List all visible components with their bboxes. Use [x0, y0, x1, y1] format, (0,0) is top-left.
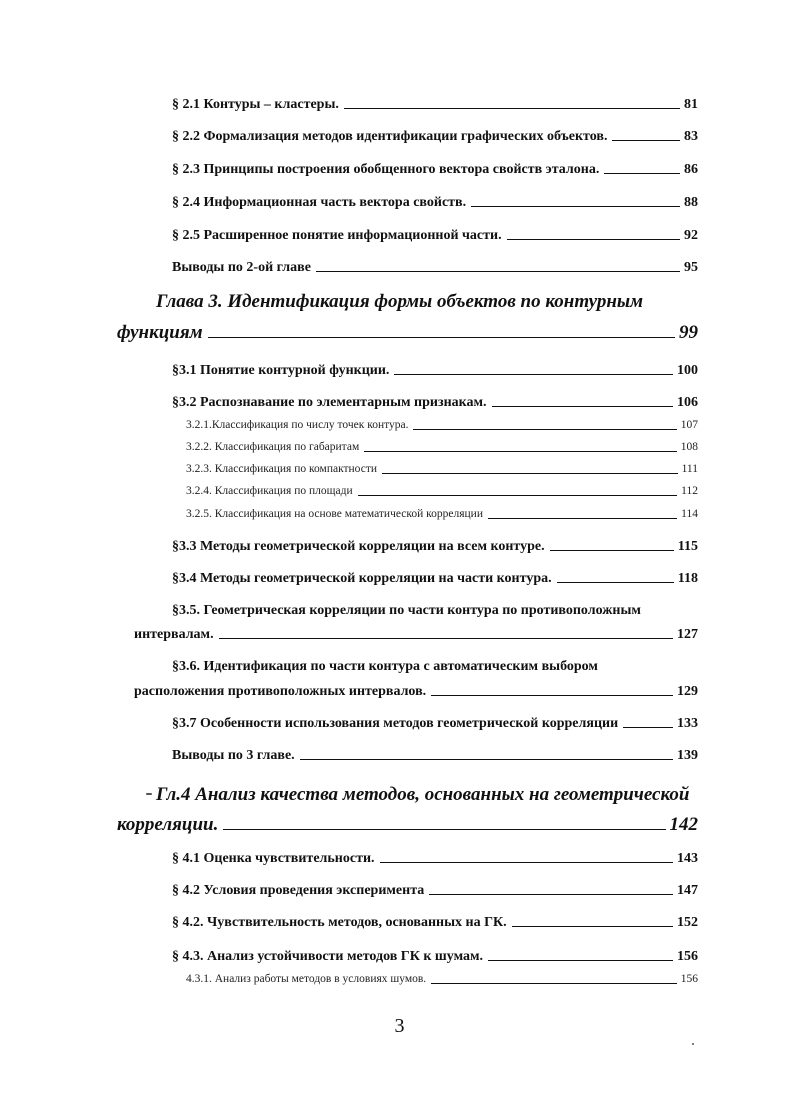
toc-leader — [358, 495, 678, 496]
toc-entry-3-2-4 — [186, 486, 698, 498]
toc-leader — [507, 239, 680, 240]
toc-entry-3-5-line1: §3.5. Геометрическая корреляции по части контура по противоположным — [172, 603, 641, 618]
toc-entry-3-1 — [172, 364, 698, 378]
toc-entry-2-5 — [172, 229, 698, 243]
toc-entry-title: 4.3.1. Анализ работы методов в условиях шумов. — [186, 973, 427, 985]
toc-entry-4-3-1 — [186, 974, 698, 986]
toc-leader — [316, 271, 680, 272]
toc-entry-2-2 — [172, 130, 698, 144]
toc-entry-2-3 — [172, 163, 698, 177]
toc-page-number: 142 — [669, 814, 698, 835]
toc-page-number: 81 — [684, 97, 698, 112]
toc-page-number: 111 — [681, 463, 698, 475]
toc-leader — [364, 451, 677, 452]
toc-page-number: 156 — [680, 973, 698, 985]
toc-entry-title: §3.3 Методы геометрической корреляции на всем контуре. — [172, 539, 545, 554]
toc-entry-title: Выводы по 2-ой главе — [172, 260, 311, 275]
toc-entry-3-7 — [172, 717, 698, 731]
toc-leader — [380, 862, 673, 863]
toc-page-number: 107 — [680, 419, 698, 431]
toc-page-number: 99 — [679, 322, 698, 343]
toc-entry-title: §3.4 Методы геометрической корреляции на части контура. — [172, 571, 552, 586]
toc-entry-3-2-5 — [186, 509, 698, 521]
toc-page-number: 115 — [677, 539, 698, 554]
toc-leader — [492, 406, 673, 407]
toc-entry-ch2-conclusions — [172, 261, 698, 275]
toc-entry-title: 3.2.2. Классификация по габаритам — [186, 441, 360, 453]
toc-entry-2-1 — [172, 98, 698, 112]
toc-page-number: 114 — [681, 508, 698, 520]
toc-page-number: 100 — [677, 363, 698, 378]
toc-entry-2-4 — [172, 196, 698, 210]
toc-entry-4-3 — [172, 950, 698, 964]
toc-page-number: 129 — [677, 684, 698, 699]
toc-leader — [219, 638, 673, 639]
chapter-4-heading-line1: Гл.4 Анализ качества методов, основанных на геометрической — [156, 784, 690, 805]
toc-page-number: 86 — [684, 162, 698, 177]
scan-speck — [146, 793, 152, 795]
toc-entry-4-2b — [172, 916, 698, 930]
toc-entry-title: §3.1 Понятие контурной функции. — [172, 363, 390, 378]
toc-entry-title: § 4.2 Условия проведения эксперимента — [172, 883, 425, 898]
toc-entry-title: § 4.2. Чувствительность методов, основанных на ГК. — [172, 915, 507, 930]
toc-leader — [208, 337, 675, 338]
toc-entry-title: §3.2 Распознавание по элементарным признакам. — [172, 395, 487, 410]
toc-leader — [612, 140, 680, 141]
toc-page-number: 108 — [680, 441, 698, 453]
toc-page-number: 118 — [677, 571, 698, 586]
toc-leader — [344, 108, 680, 109]
toc-page-number: 133 — [677, 716, 698, 731]
toc-entry-title: § 2.2 Формализация методов идентификации графических объектов. — [172, 129, 608, 144]
toc-entry-title: 3.2.1.Классификация по числу точек контура. — [186, 419, 409, 431]
toc-entry-3-2-2 — [186, 442, 698, 454]
chapter-3-heading-line1: Глава 3. Идентификация формы объектов по контурным — [156, 291, 644, 312]
toc-leader — [394, 374, 673, 375]
toc-page-number: 152 — [677, 915, 698, 930]
toc-entry-chapter-4 — [117, 815, 698, 834]
toc-entry-title: расположения противоположных интервалов. — [134, 684, 427, 699]
toc-leader — [471, 206, 680, 207]
toc-leader — [557, 582, 674, 583]
toc-entry-3-3 — [172, 540, 698, 554]
toc-entry-title: § 4.1 Оценка чувствительности. — [172, 851, 375, 866]
toc-leader — [604, 173, 680, 174]
toc-leader — [429, 894, 673, 895]
toc-entry-title: § 2.4 Информационная часть вектора свойств. — [172, 195, 467, 210]
toc-page-number: 127 — [677, 627, 698, 642]
toc-entry-title: § 4.3. Анализ устойчивости методов ГК к шумам. — [172, 949, 484, 964]
toc-leader — [550, 550, 674, 551]
toc-page-number: 95 — [684, 260, 698, 275]
toc-page-number: 92 — [684, 228, 698, 243]
toc-leader — [623, 727, 673, 728]
toc-entry-title: § 2.3 Принципы построения обобщенного вектора свойств эталона. — [172, 162, 600, 177]
toc-leader — [488, 960, 673, 961]
toc-entry-3-2-1 — [186, 420, 698, 432]
toc-entry-title: 3.2.4. Классификация по площади — [186, 485, 353, 497]
toc-leader — [488, 518, 677, 519]
toc-entry-3-6 — [134, 685, 698, 699]
toc-leader — [431, 695, 673, 696]
toc-leader — [300, 759, 673, 760]
chapter-3-heading-line2: функциям — [117, 322, 203, 343]
toc-entry-ch3-conclusions — [172, 749, 698, 763]
toc-entry-3-2 — [172, 396, 698, 410]
toc-leader — [382, 473, 678, 474]
toc-page-number: 147 — [677, 883, 698, 898]
toc-entry-title: интервалам. — [134, 627, 214, 642]
toc-entry-title: § 2.1 Контуры – кластеры. — [172, 97, 339, 112]
toc-entry-3-6-line1: §3.6. Идентификация по части контура с автоматическим выбором — [172, 659, 598, 674]
toc-page-number: 139 — [677, 748, 698, 763]
toc-entry-3-5 — [134, 628, 698, 642]
toc-entry-title: 3.2.5. Классификация на основе математической корреляции — [186, 508, 483, 520]
toc-page-number: 112 — [681, 485, 698, 497]
toc-entry-3-2-3 — [186, 464, 698, 476]
toc-entry-title: § 2.5 Расширенное понятие информационной части. — [172, 228, 502, 243]
scan-speck — [692, 1043, 694, 1045]
toc-entry-chapter-3 — [117, 323, 698, 342]
chapter-4-heading-line2: корреляции. — [117, 814, 219, 835]
toc-leader — [413, 429, 676, 430]
toc-page-number: 156 — [677, 949, 698, 964]
toc-leader — [223, 829, 665, 830]
toc-page-number: 106 — [677, 395, 698, 410]
toc-leader — [512, 926, 673, 927]
page-number: 3 — [394, 1015, 405, 1037]
toc-entry-title: 3.2.3. Классификация по компактности — [186, 463, 378, 475]
toc-leader — [431, 983, 677, 984]
toc-page-number: 83 — [684, 129, 698, 144]
toc-entry-title: Выводы по 3 главе. — [172, 748, 295, 763]
toc-entry-3-4 — [172, 572, 698, 586]
toc-entry-4-2 — [172, 884, 698, 898]
toc-page-number: 88 — [684, 195, 698, 210]
toc-entry-4-1 — [172, 852, 698, 866]
toc-page-number: 143 — [677, 851, 698, 866]
toc-entry-title: §3.7 Особенности использования методов геометрической корреляции — [172, 716, 619, 731]
